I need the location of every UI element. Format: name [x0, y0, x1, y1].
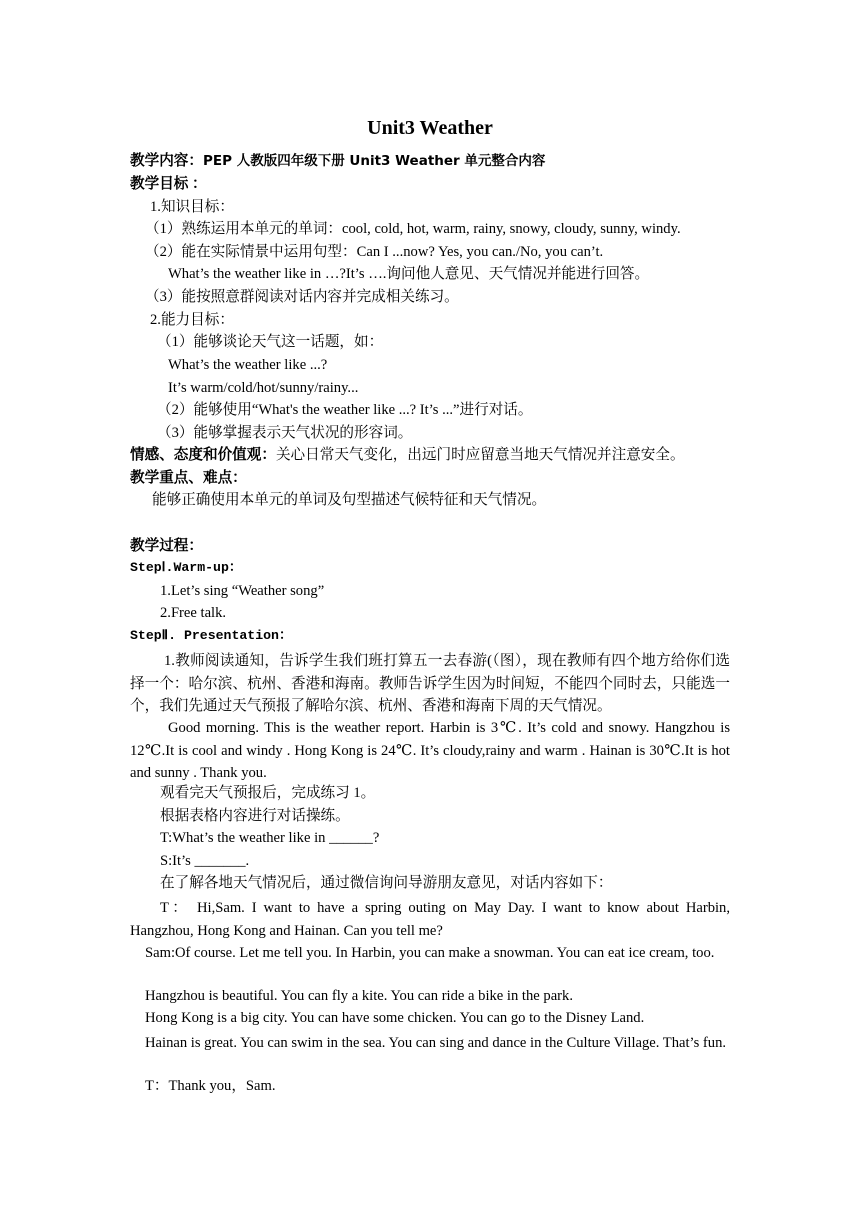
- step2-line-2: 根据表格内容进行对话操练。: [160, 808, 350, 824]
- knowledge-heading: 1.知识目标：: [150, 199, 234, 215]
- emotion-goal: [130, 446, 685, 464]
- step2-weather-report: Good morning. This is the weather report. Harbin is 3℃. It’s cold and snowy. Hangzhou is 12℃.It is cool and windy . Hong Kong is 24℃. It’s cloudy,rainy and warm . Hainan is 30℃.It is hot and sunny . Thank you.: [130, 720, 730, 781]
- ability-heading: 2.能力目标：: [150, 312, 234, 328]
- emotion-label: 情感、态度和价值观：: [130, 447, 276, 463]
- knowledge-item-1: （1）熟练运用本单元的单词：cool, cold, hot, warm, rainy, snowy, cloudy, sunny, windy.: [145, 221, 681, 237]
- knowledge-item-2: （2）能在实际情景中运用句型：Can I ...now? Yes, you can./No, you can’t.: [145, 244, 604, 260]
- document-title: Unit3 Weather: [367, 117, 493, 139]
- knowledge-item-3: （3）能按照意群阅读对话内容并完成相关练习。: [145, 289, 459, 305]
- ability-item-1: （1）能够谈论天气这一话题，如：: [157, 334, 384, 350]
- dialog-teacher-1: T： Hi,Sam. I want to have a spring outing on May Day. I want to know about Harbin, Hangzhou, Hong Kong and Hainan. Can you tell me?: [130, 900, 730, 939]
- step2-line-5: 在了解各地天气情况后，通过微信询问导游朋友意见，对话内容如下：: [160, 875, 613, 891]
- teaching-content: [130, 152, 545, 170]
- step1-heading: StepⅠ.Warm-up：: [130, 560, 243, 575]
- ability-item-3: （3）能够掌握表示天气状况的形容词。: [157, 425, 413, 441]
- step1-item-1: 1.Let’s sing “Weather song”: [160, 583, 325, 599]
- key-points-value: 能够正确使用本单元的单词及句型描述气候特征和天气情况。: [152, 492, 547, 508]
- dialog-sam-1: Sam:Of course. Let me tell you. In Harbin, you can make a snowman. You can eat ice cream, too.: [145, 945, 715, 961]
- dialog-sam-3: Hong Kong is a big city. You can have some chicken. You can go to the Disney Land.: [145, 1010, 645, 1026]
- emotion-value: 关心日常天气变化，出远门时应留意当地天气情况并注意安全。: [275, 447, 685, 463]
- step1-item-2: 2.Free talk.: [160, 605, 227, 621]
- process-label: 教学过程：: [130, 538, 203, 554]
- teaching-content-label: 教学内容：: [130, 153, 203, 169]
- ability-example-2: It’s warm/cold/hot/sunny/rainy...: [168, 380, 359, 396]
- dialog-sam-4: Hainan is great. You can swim in the sea. You can sing and dance in the Culture Village. That’s fun.: [145, 1035, 727, 1051]
- step2-line-1: 观看完天气预报后，完成练习 1。: [160, 785, 376, 801]
- ability-example-1: What’s the weather like ...?: [168, 357, 328, 373]
- dialog-sam-2: Hangzhou is beautiful. You can fly a kite. You can ride a bike in the park.: [145, 988, 573, 1004]
- key-points-label: 教学重点、难点：: [130, 470, 247, 486]
- step2-paragraph-1: 1.教师阅读通知，告诉学生我们班打算五一去春游(（图），现在教师有四个地方给你们选择一个：哈尔滨、杭州、香港和海南。教师告诉学生因为时间短，不能四个同时去，只能选一个，我们先通过天气预报了解哈尔滨、杭州、香港和海南下周的天气情况。: [130, 653, 730, 714]
- ability-item-2: （2）能够使用“What's the weather like ...? It’s ...”进行对话。: [157, 402, 533, 418]
- step2-heading: StepⅡ. Presentation：: [130, 628, 293, 643]
- step2-line-3: T:What’s the weather like in ______?: [160, 830, 380, 846]
- teaching-goals-label: 教学目标 ：: [130, 176, 207, 192]
- dialog-teacher-2: T：Thank you，Sam.: [145, 1078, 276, 1094]
- step2-line-4: S:It’s _______.: [160, 853, 250, 869]
- knowledge-item-2-cont: What’s the weather like in …?It’s ….询问他人意见、天气情况并能进行回答。: [168, 266, 650, 282]
- teaching-content-value: PEP 人教版四年级下册 Unit3 Weather 单元整合内容: [202, 153, 546, 169]
